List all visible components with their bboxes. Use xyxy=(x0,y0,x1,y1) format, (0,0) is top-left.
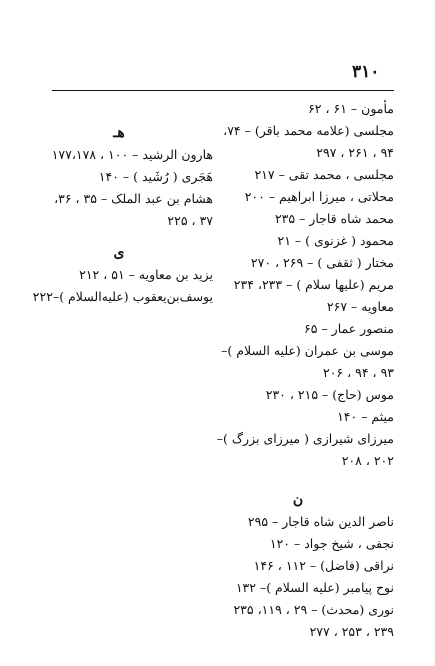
index-entry: میرزای شیرازی ( میرزای بزرگ )– xyxy=(216,431,394,446)
index-entry-continuation: ۲۰۲ ، ۲۰۸ xyxy=(341,453,394,468)
index-entry: معاویه – ۲۶۷ xyxy=(326,299,394,314)
index-entry: ناصر الدین شاه قاجار – ۲۹۵ xyxy=(247,514,394,529)
section-letter-noon: ن xyxy=(292,492,304,508)
section-letter-yeh: ی xyxy=(113,245,125,261)
index-section-noon xyxy=(222,488,394,642)
index-entry: هشام بن عبد الملک – ۳۵ ، ۳۶، xyxy=(54,191,213,206)
index-entry: نراقی (فاضل) – ۱۱۲ ، ۱۴۶ xyxy=(253,558,394,573)
index-entry: موسی بن عمران (علیه السلام )– xyxy=(221,343,394,358)
index-entry: موس (حاج) – ۲۱۵ ، ۲۳۰ xyxy=(265,387,394,402)
index-entry: مجلسی (علامه محمد باقر) – ۷۴، xyxy=(223,123,394,138)
index-entry: مجلسی ، محمد تقی – ۲۱۷ xyxy=(254,167,394,182)
index-entry: هارون الرشید – ۱۰۰ ، ۱۷۷،۱۷۸ xyxy=(51,147,213,162)
index-entry: یوسف‌بن‌یعقوب (علیه‌السلام )–۲۲۲ xyxy=(32,289,213,304)
section-letter-heh: هـ xyxy=(113,125,125,141)
index-entry: میثم – ۱۴۰ xyxy=(337,409,394,424)
index-entry-continuation: ۹۴ ، ۲۶۱ ، ۲۹۷ xyxy=(316,145,394,160)
header-rule xyxy=(52,90,394,91)
index-entry: مختار ( ثقفی ) – ۲۶۹ ، ۲۷۰ xyxy=(250,255,394,270)
index-entry: مریم (علیها سلام ) – ۲۳۳، ۲۳۴ xyxy=(233,277,394,292)
index-entry-continuation: ۹۳ ، ۹۴ ، ۲۰۶ xyxy=(323,365,394,380)
index-entry-continuation: ۳۷ ، ۲۲۵ xyxy=(167,213,213,228)
index-entry: محمود ( غزنوی ) – ۲۱ xyxy=(277,233,394,248)
index-entry: محمد شاه قاجار – ۲۳۵ xyxy=(274,211,394,226)
index-entry: مأمون – ۶۱ ، ۶۲ xyxy=(308,101,394,116)
index-entry: یزید بن معاویه – ۵۱ ، ۲۱۲ xyxy=(79,267,213,282)
index-entry: نوری (محدث) – ۲۹ ، ۱۱۹، ۲۳۵ xyxy=(233,602,394,617)
index-entry-continuation: ۲۳۹ ، ۲۵۳ ، ۲۷۷ xyxy=(309,624,394,639)
index-entry: هَجَری ( رُشَید ) – ۱۴۰ xyxy=(98,169,213,184)
index-column-right xyxy=(216,98,394,472)
index-entry: منصور عمار – ۶۵ xyxy=(304,321,394,336)
index-column-left xyxy=(32,122,213,308)
index-entry: محلاتی ، میرزا ابراهیم – ۲۰۰ xyxy=(244,189,394,204)
page-number: ۳۱۰ xyxy=(352,62,380,82)
index-entry: نجفی ، شیخ جواد – ۱۲۰ xyxy=(269,536,394,551)
index-entry: نوح پیامبر (علیه السلام )– ۱۳۲ xyxy=(235,580,394,595)
